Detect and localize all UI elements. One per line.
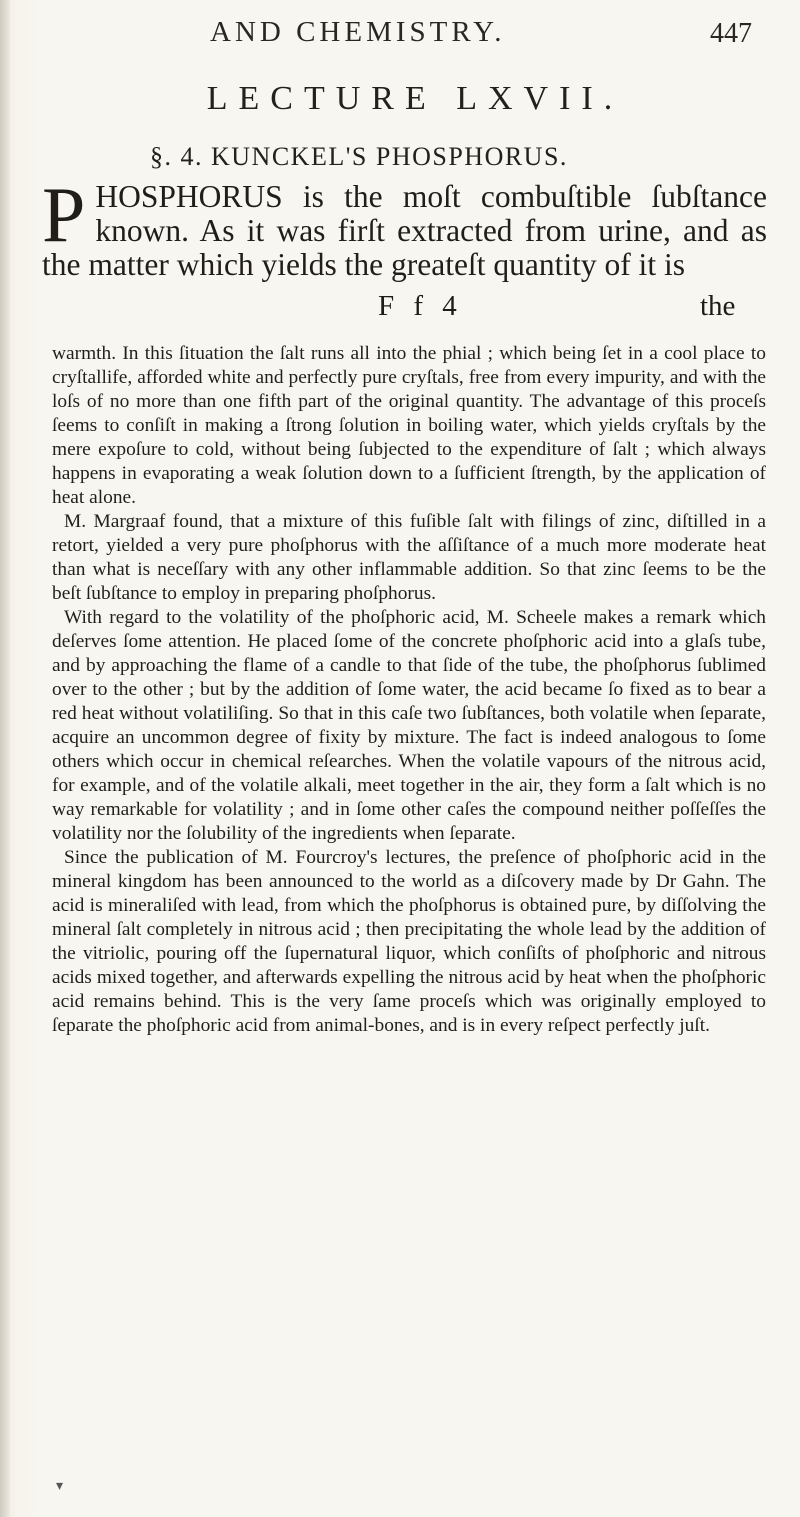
drop-cap: P	[42, 171, 86, 258]
running-head-title: AND CHEMISTRY.	[210, 16, 506, 48]
paragraph: M. Margraaf found, that a mixture of this fuſible ſalt with filings of zinc, diſtilled in a retort, yielded a very pure phoſphorus with the aſſiſtance of a much more moderate heat than what is neceſſary with any other inflammable addition. So that zinc ſeems to be the beſt ſubſtance to employ in preparing phoſphorus.	[52, 511, 766, 604]
page-gutter-shadow	[0, 0, 10, 1517]
catchline	[0, 290, 800, 324]
catchword: the	[700, 290, 736, 322]
intro-paragraph	[42, 171, 767, 282]
intro-text: HOSPHORUS is the moſt combuſtible ſubſtance known. As it was firſt extracted from urine, and as the matter which yields the greateſt quantity of it is	[42, 179, 767, 282]
running-head	[0, 12, 800, 52]
section-heading: §. 4. KUNCKEL'S PHOSPHORUS.	[150, 142, 568, 171]
paragraph: With regard to the volatility of the phoſphoric acid, M. Scheele makes a remark which deſerves ſome attention. He placed ſome of the concrete phoſphoric acid into a glaſs tube, and by approaching the flame of a candle to that ſide of the tube, the phoſphorus ſublimed over to the other ; but by the addition of ſome water, the acid became ſo fixed as to bear a red heat without volatiliſing. So that in this caſe two ſubſtances, both volatile when ſeparate, acquire an uncommon degree of fixity by mixture. The fact is indeed analogous to ſome others which occur in chemical reſearches. When the volatile vapours of the nitrous acid, for example, and of the volatile alkali, meet together in the air, they form a ſalt which is no way remarkable for volatility ; and in ſome other caſes the compound neither poſſeſſes the volatility nor the ſolubility of the ingredients when ſeparate.	[52, 607, 766, 844]
body-text	[52, 342, 766, 1038]
page-speck: ▾	[56, 1478, 64, 1494]
signature-mark: F f 4	[378, 290, 463, 322]
lecture-heading: LECTURE LXVII.	[206, 80, 624, 117]
paragraph: warmth. In this ſituation the ſalt runs all into the phial ; which being ſet in a cool place to cryſtallife, afforded white and perfectly pure cryſtals, free from every impurity, and with the loſs of no more than one fifth part of the original quantity. The advantage of this proceſs ſeems to conſiſt in making a ſtrong ſolution in boiling water, which yields cryſtals by the mere expoſure to cold, without being ſubjected to the expenditure of ſalt ; which always happens in evaporating a weak ſolution down to a ſufficient ſtrength, by the application of heat alone.	[52, 343, 766, 508]
paragraph: Since the publication of M. Fourcroy's lectures, the preſence of phoſphoric acid in the mineral kingdom has been announced to the world as a diſcovery made by Dr Gahn. The acid is mineraliſed with lead, from which the phoſphorus is obtained pure, by diſſolving the mineral ſalt completely in nitrous acid ; then precipitating the whole lead by the addition of the vitriolic, pouring off the ſupernatural liquor, which conſiſts of phoſphoric and nitrous acids mixed together, and afterwards expelling the nitrous acid by heat when the phoſphoric acid remains behind. This is the very ſame proceſs which was originally employed to ſeparate the phoſphoric acid from animal-bones, and is in every reſpect perfectly juſt.	[52, 847, 766, 1036]
page-number: 447	[710, 18, 752, 49]
